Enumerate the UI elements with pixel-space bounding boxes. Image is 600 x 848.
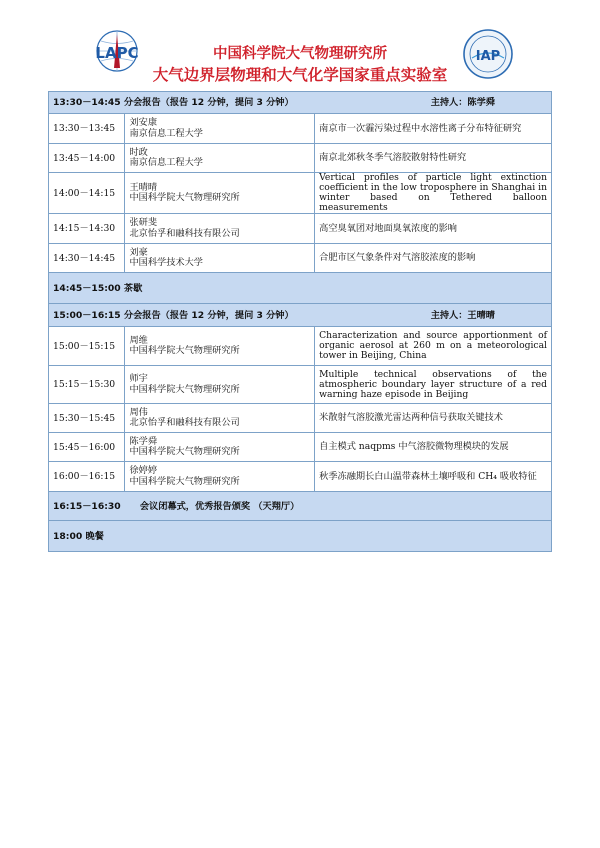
talk-speaker bbox=[125, 214, 315, 244]
talk-row bbox=[49, 173, 552, 214]
speaker-affiliation: 中国科学院大气物理研究所 bbox=[129, 475, 240, 487]
talk-topic: 南京市一次霾污染过程中水溶性离子分布特征研究 bbox=[315, 114, 552, 144]
talk-speaker bbox=[125, 244, 315, 273]
schedule-table bbox=[48, 91, 552, 552]
talk-speaker bbox=[125, 327, 315, 366]
speaker-affiliation: 中国科学技术大学 bbox=[129, 257, 203, 268]
talk-speaker bbox=[125, 404, 315, 433]
talk-time: 15:30－15:45 bbox=[49, 404, 125, 433]
talk-topic: 高空臭氧团对地面臭氧浓度的影响 bbox=[315, 214, 552, 244]
talk-speaker bbox=[125, 462, 315, 492]
talk-row bbox=[49, 144, 552, 173]
talk-row bbox=[49, 214, 552, 244]
page-header bbox=[0, 0, 600, 92]
speaker-name: 王晴晴 bbox=[129, 181, 158, 193]
speaker-name: 陈学舜 bbox=[129, 435, 158, 447]
talk-time: 14:15－14:30 bbox=[49, 214, 125, 244]
talk-speaker bbox=[125, 433, 315, 462]
iap-logo bbox=[462, 28, 514, 80]
talk-topic: 秋季冻融期长白山温带森林土壤呼吸和 CH₄ 吸收特征 bbox=[315, 462, 552, 492]
talk-time: 14:00－14:15 bbox=[49, 173, 125, 214]
institute-title: 中国科学院大气物理研究所 bbox=[213, 46, 387, 62]
speaker-affiliation: 中国科学院大气物理研究所 bbox=[129, 383, 240, 395]
talk-speaker bbox=[125, 144, 315, 173]
talk-topic: Multiple technical observations of the atmospheric boundary layer structure of a red warning haze episode in Beijing bbox=[315, 366, 552, 404]
session-heading-row bbox=[49, 92, 552, 114]
talk-row bbox=[49, 244, 552, 273]
dinner-row bbox=[49, 521, 552, 552]
talk-time: 14:30－14:45 bbox=[49, 244, 125, 273]
speaker-affiliation: 南京信息工程大学 bbox=[129, 127, 203, 139]
dinner: 18:00 晚餐 bbox=[49, 521, 552, 552]
talk-row bbox=[49, 462, 552, 492]
talk-topic: Vertical profiles of particle light extinction coefficient in the low troposphere in Shanghai in winter based on Tethered balloon measurements bbox=[315, 173, 552, 214]
talk-time: 13:45－14:00 bbox=[49, 144, 125, 173]
session-heading-row bbox=[49, 304, 552, 327]
talk-time: 15:00－15:15 bbox=[49, 327, 125, 366]
talk-topic: 米散射气溶胶激光雷达两种信号获取关键技术 bbox=[315, 404, 552, 433]
talk-row bbox=[49, 114, 552, 144]
talk-time: 16:00－16:15 bbox=[49, 462, 125, 492]
speaker-name: 刘豪 bbox=[129, 246, 148, 258]
talk-speaker bbox=[125, 366, 315, 404]
speaker-name: 徐婷婷 bbox=[129, 465, 158, 476]
talk-row bbox=[49, 433, 552, 462]
lab-title: 大气边界层物理和大气化学国家重点实验室 bbox=[152, 66, 448, 84]
tea-break-row bbox=[49, 273, 552, 304]
talk-row bbox=[49, 404, 552, 433]
speaker-affiliation: 中国科学院大气物理研究所 bbox=[129, 446, 240, 457]
svg-text:IAP: IAP bbox=[475, 49, 501, 64]
closing-ceremony: 16:15－16:30 会议闭幕式，优秀报告颁奖 （天翔厅） bbox=[49, 492, 552, 521]
speaker-name: 时政 bbox=[129, 146, 148, 158]
session-host: 主持人：陈学舜 bbox=[430, 97, 495, 108]
speaker-affiliation: 中国科学院大气物理研究所 bbox=[129, 192, 240, 203]
talk-topic: Characterization and source apportionment of organic aerosol at 260 m on a meteorological tower in Beijing, China bbox=[315, 327, 552, 366]
speaker-affiliation: 北京怡孚和融科技有限公司 bbox=[129, 227, 240, 239]
svg-text:LAPC: LAPC bbox=[95, 44, 139, 62]
talk-row bbox=[49, 327, 552, 366]
speaker-name: 刘安康 bbox=[129, 117, 158, 128]
talk-time: 15:15－15:30 bbox=[49, 366, 125, 404]
speaker-affiliation: 南京信息工程大学 bbox=[129, 157, 203, 168]
session-heading: 13:30－14:45 分会报告（报告 12 分钟，提问 3 分钟） bbox=[53, 97, 294, 108]
talk-speaker bbox=[125, 173, 315, 214]
speaker-affiliation: 中国科学院大气物理研究所 bbox=[129, 345, 240, 356]
speaker-name: 周维 bbox=[129, 334, 148, 346]
talk-speaker bbox=[125, 114, 315, 144]
talk-time: 13:30－13:45 bbox=[49, 114, 125, 144]
closing-row bbox=[49, 492, 552, 521]
talk-topic: 南京北郊秋冬季气溶胶散射特性研究 bbox=[315, 144, 552, 173]
speaker-name: 师宇 bbox=[129, 373, 148, 384]
session-heading: 15:00－16:15 分会报告（报告 12 分钟，提问 3 分钟） bbox=[53, 309, 294, 321]
tea-break: 14:45－15:00 茶歇 bbox=[49, 273, 552, 304]
talk-time: 15:45－16:00 bbox=[49, 433, 125, 462]
talk-topic: 合肥市区气象条件对气溶胶浓度的影响 bbox=[315, 244, 552, 273]
talk-row bbox=[49, 366, 552, 404]
talk-topic: 自主模式 naqpms 中气溶胶微物理模块的发展 bbox=[315, 433, 552, 462]
session-host: 主持人：王晴晴 bbox=[430, 309, 495, 321]
speaker-name: 张研斐 bbox=[129, 217, 158, 228]
speaker-affiliation: 北京怡孚和融科技有限公司 bbox=[129, 417, 240, 428]
speaker-name: 周伟 bbox=[129, 406, 148, 418]
